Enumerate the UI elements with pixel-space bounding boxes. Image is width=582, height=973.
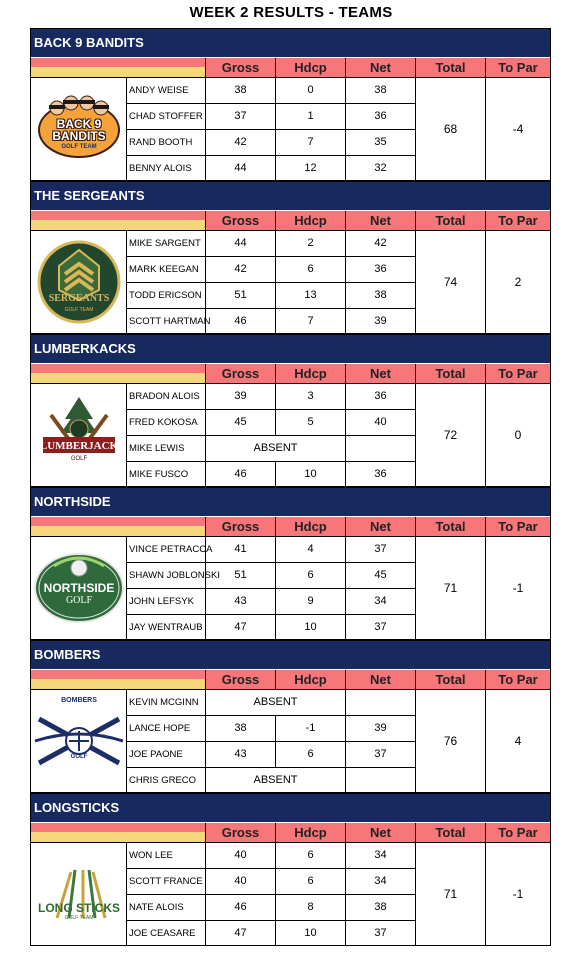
- column-header: Gross: [205, 670, 275, 689]
- player-name: SCOTT FRANCE: [126, 868, 205, 894]
- logo-subtext: GOLF TEAM: [64, 915, 94, 921]
- player-gross: 38: [205, 77, 275, 103]
- player-net: 37: [345, 920, 415, 946]
- logo-text: LONG STICKS: [37, 901, 120, 915]
- player-net: 37: [345, 741, 415, 767]
- player-hdcp: 6: [275, 868, 345, 894]
- player-gross: 38: [205, 715, 275, 741]
- team-name: THE SERGEANTS: [31, 182, 550, 210]
- player-gross: 51: [205, 562, 275, 588]
- logo-text: NORTHSIDE: [43, 581, 115, 595]
- player-net: 36: [345, 383, 415, 409]
- player-hdcp: 4: [275, 536, 345, 562]
- player-name: KEVIN MCGINN: [126, 689, 205, 715]
- player-gross: 46: [205, 308, 275, 334]
- column-header: To Par: [485, 670, 550, 689]
- player-hdcp: 12: [275, 155, 345, 181]
- header-stripe-pink: [31, 58, 205, 67]
- column-header: Total: [415, 517, 485, 536]
- column-header: Gross: [205, 364, 275, 383]
- column-header: Gross: [205, 517, 275, 536]
- team-name: NORTHSIDE: [31, 488, 550, 516]
- player-name: TODD ERICSON: [126, 282, 205, 308]
- column-header: Total: [415, 211, 485, 230]
- player-net: 36: [345, 256, 415, 282]
- team-to-par: 0: [485, 383, 550, 486]
- team-name: LONGSTICKS: [31, 794, 550, 822]
- player-gross: 47: [205, 920, 275, 946]
- logo-text: BACK 9 BANDITS: [52, 117, 106, 143]
- header-stripe-yellow: [31, 67, 205, 77]
- player-gross: 44: [205, 230, 275, 256]
- player-hdcp: 7: [275, 308, 345, 334]
- column-header: Total: [415, 670, 485, 689]
- player-net: 35: [345, 129, 415, 155]
- player-net: 39: [345, 715, 415, 741]
- player-hdcp: 0: [275, 77, 345, 103]
- player-name: RAND BOOTH: [126, 129, 205, 155]
- player-gross: 46: [205, 894, 275, 920]
- logo-text: LUMBERJACK: [39, 440, 119, 452]
- logo-subtext: GOLF: [70, 456, 88, 462]
- player-gross: 41: [205, 536, 275, 562]
- player-net: 37: [345, 614, 415, 640]
- player-net: 34: [345, 868, 415, 894]
- column-header: Hdcp: [275, 211, 345, 230]
- player-hdcp: 1: [275, 103, 345, 129]
- column-header: Hdcp: [275, 517, 345, 536]
- team-to-par: -1: [485, 842, 550, 945]
- player-name: BRADON ALOIS: [126, 383, 205, 409]
- column-header: Total: [415, 364, 485, 383]
- player-name: NATE ALOIS: [126, 894, 205, 920]
- player-name: MIKE LEWIS: [126, 435, 205, 461]
- logo-subtext: GOLF: [70, 754, 88, 760]
- player-hdcp: 13: [275, 282, 345, 308]
- column-header: Hdcp: [275, 58, 345, 77]
- absent-label: ABSENT: [205, 767, 345, 793]
- logo-text: SERGEANTS: [48, 293, 110, 304]
- player-hdcp: -1: [275, 715, 345, 741]
- header-stripe-yellow: [31, 220, 205, 230]
- player-hdcp: 10: [275, 614, 345, 640]
- page-title: WEEK 2 RESULTS - TEAMS: [189, 4, 393, 21]
- team-total: 72: [415, 383, 485, 486]
- player-net: 34: [345, 842, 415, 868]
- player-hdcp: 5: [275, 409, 345, 435]
- column-header: Hdcp: [275, 670, 345, 689]
- column-header: To Par: [485, 211, 550, 230]
- logo-subtext: GOLF TEAM: [64, 307, 94, 313]
- team-to-par: -1: [485, 536, 550, 639]
- team-table: [30, 487, 551, 640]
- player-net: [345, 689, 415, 715]
- team-name: LUMBERKACKS: [31, 335, 550, 363]
- team-name: BACK 9 BANDITS: [31, 29, 550, 57]
- bombers-logo-icon: [33, 705, 125, 777]
- player-net: 38: [345, 282, 415, 308]
- team-name: BOMBERS: [31, 641, 550, 669]
- header-stripe-pink: [31, 517, 205, 526]
- player-hdcp: 8: [275, 894, 345, 920]
- player-name: MIKE SARGENT: [126, 230, 205, 256]
- player-name: JAY WENTRAUB: [126, 614, 205, 640]
- player-gross: 47: [205, 614, 275, 640]
- player-gross: 42: [205, 256, 275, 282]
- player-gross: 40: [205, 868, 275, 894]
- column-header: To Par: [485, 364, 550, 383]
- logo-subtext: GOLF TEAM: [61, 144, 97, 150]
- lumberjack-logo-icon: [37, 393, 121, 477]
- logo-subtext: GOLF: [65, 595, 93, 606]
- player-net: 34: [345, 588, 415, 614]
- team-total: 71: [415, 536, 485, 639]
- absent-label: ABSENT: [205, 435, 345, 461]
- player-hdcp: 10: [275, 920, 345, 946]
- player-hdcp: 7: [275, 129, 345, 155]
- player-gross: 37: [205, 103, 275, 129]
- column-header: Hdcp: [275, 823, 345, 842]
- player-name: JOE CEASARE: [126, 920, 205, 946]
- player-hdcp: 10: [275, 461, 345, 487]
- column-header: Net: [345, 211, 415, 230]
- team-logo: [31, 689, 126, 792]
- player-net: 36: [345, 103, 415, 129]
- column-header: To Par: [485, 58, 550, 77]
- team-table: [30, 640, 551, 793]
- player-name: MARK KEEGAN: [126, 256, 205, 282]
- team-table: [30, 334, 551, 487]
- player-gross: 46: [205, 461, 275, 487]
- column-header: Hdcp: [275, 364, 345, 383]
- header-stripe-pink: [31, 211, 205, 220]
- player-net: 40: [345, 409, 415, 435]
- player-name: VINCE PETRACCA: [126, 536, 205, 562]
- team-table: [30, 28, 551, 181]
- column-header: To Par: [485, 823, 550, 842]
- player-hdcp: 6: [275, 842, 345, 868]
- player-hdcp: 6: [275, 256, 345, 282]
- absent-label: ABSENT: [205, 689, 345, 715]
- player-name: WON LEE: [126, 842, 205, 868]
- team-total: 74: [415, 230, 485, 333]
- team-to-par: 4: [485, 689, 550, 792]
- team-logo: [31, 842, 126, 945]
- team-to-par: 2: [485, 230, 550, 333]
- player-gross: 42: [205, 129, 275, 155]
- player-name: LANCE HOPE: [126, 715, 205, 741]
- player-name: SCOTT HARTMAN: [126, 308, 205, 334]
- player-name: FRED KOKOSA: [126, 409, 205, 435]
- player-gross: 45: [205, 409, 275, 435]
- header-stripe-pink: [31, 823, 205, 832]
- player-net: 37: [345, 536, 415, 562]
- player-name: JOE PAONE: [126, 741, 205, 767]
- player-net: 36: [345, 461, 415, 487]
- header-stripe-pink: [31, 364, 205, 373]
- player-net: [345, 435, 415, 461]
- column-header: Gross: [205, 823, 275, 842]
- team-total: 71: [415, 842, 485, 945]
- column-header: Net: [345, 364, 415, 383]
- player-gross: 43: [205, 588, 275, 614]
- column-header: Net: [345, 517, 415, 536]
- column-header: Net: [345, 823, 415, 842]
- player-net: 42: [345, 230, 415, 256]
- column-header: Net: [345, 670, 415, 689]
- team-logo: [31, 383, 126, 486]
- header-stripe-yellow: [31, 832, 205, 842]
- player-name: MIKE FUSCO: [126, 461, 205, 487]
- team-logo: [31, 77, 126, 180]
- player-name: ANDY WEISE: [126, 77, 205, 103]
- player-net: 32: [345, 155, 415, 181]
- player-net: 38: [345, 894, 415, 920]
- player-gross: 43: [205, 741, 275, 767]
- player-name: BENNY ALOIS: [126, 155, 205, 181]
- column-header: Net: [345, 58, 415, 77]
- column-header: Total: [415, 823, 485, 842]
- player-net: 38: [345, 77, 415, 103]
- header-stripe-yellow: [31, 373, 205, 383]
- player-name: SHAWN JOBLONSKI: [126, 562, 205, 588]
- player-hdcp: 6: [275, 741, 345, 767]
- header-stripe-yellow: [31, 526, 205, 536]
- player-gross: 51: [205, 282, 275, 308]
- team-total: 76: [415, 689, 485, 792]
- team-table: [30, 793, 551, 946]
- team-logo: [31, 230, 126, 333]
- team-to-par: -4: [485, 77, 550, 180]
- player-hdcp: 2: [275, 230, 345, 256]
- player-hdcp: 6: [275, 562, 345, 588]
- logo-text: BOMBERS: [61, 697, 97, 704]
- player-name: CHRIS GRECO: [126, 767, 205, 793]
- column-header: To Par: [485, 517, 550, 536]
- player-net: [345, 767, 415, 793]
- team-table: [30, 181, 551, 334]
- player-gross: 44: [205, 155, 275, 181]
- player-net: 45: [345, 562, 415, 588]
- column-header: Gross: [205, 58, 275, 77]
- player-name: CHAD STOFFER: [126, 103, 205, 129]
- player-hdcp: 9: [275, 588, 345, 614]
- player-net: 39: [345, 308, 415, 334]
- team-logo: [31, 536, 126, 639]
- player-name: JOHN LEFSYK: [126, 588, 205, 614]
- team-total: 68: [415, 77, 485, 180]
- column-header: Gross: [205, 211, 275, 230]
- header-stripe-yellow: [31, 679, 205, 689]
- player-gross: 39: [205, 383, 275, 409]
- player-gross: 40: [205, 842, 275, 868]
- player-hdcp: 3: [275, 383, 345, 409]
- column-header: Total: [415, 58, 485, 77]
- header-stripe-pink: [31, 670, 205, 679]
